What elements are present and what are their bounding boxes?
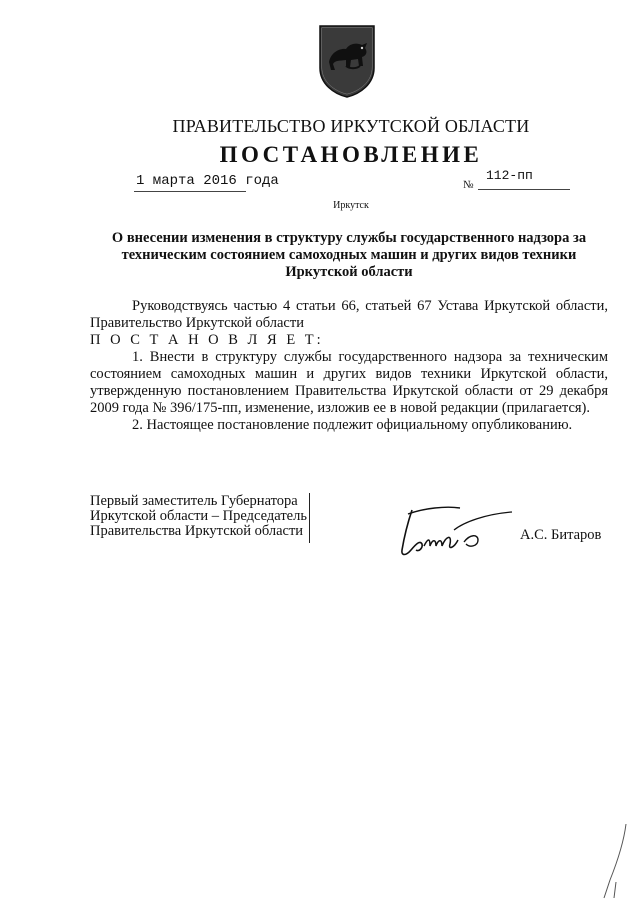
city-label: Иркутск [333,200,369,211]
subject-line-3: Иркутской области [285,264,413,280]
signer-position-line-2: Иркутской области – Председатель [90,508,307,524]
decree-number: 112-пп [486,168,533,183]
signer-name: А.С. Битаров [520,527,602,543]
date-underline [134,191,246,192]
item-1-paragraph: 1. Внести в структуру службы государственного надзора за техническим состоянием самоходных машин и других видов техники Иркутской области, утвержденную постановлением Правительства Иркутской области от 29 декабря 2009 года № 396/175-пп, изменение, изложив ее в новой редакции (прилагается). [90,349,608,416]
handwritten-signature [394,500,514,564]
resolves-heading: П О С Т А Н О В Л Я Е Т: [90,332,324,348]
scan-artifact-line [309,493,310,543]
scan-corner-mark [596,820,632,900]
signer-position-line-1: Первый заместитель Губернатора [90,493,298,509]
subject-line-2: техническим состоянием самоходных машин и других видов техники [121,247,577,263]
document-type-title: ПОСТАНОВЛЕНИЕ [219,142,483,167]
subject-line-1: О внесении изменения в структуру службы государственного надзора за [111,230,587,246]
preamble-paragraph: Руководствуясь частью 4 статьи 66, статьей 67 Устава Иркутской области, Правительство Иркутской области [90,298,608,331]
signer-position-line-3: Правительства Иркутской области [90,523,304,539]
decree-date: 1 марта 2016 года [136,173,279,189]
coat-of-arms-emblem [316,22,378,98]
government-title: ПРАВИТЕЛЬСТВО ИРКУТСКОЙ ОБЛАСТИ [172,116,530,136]
number-sign: № [463,179,474,191]
signer-position [90,494,307,539]
decree-subject [90,230,608,281]
number-underline [478,189,570,190]
item-2-paragraph: 2. Настоящее постановление подлежит официальному опубликованию. [132,417,573,433]
decree-body [90,298,608,434]
